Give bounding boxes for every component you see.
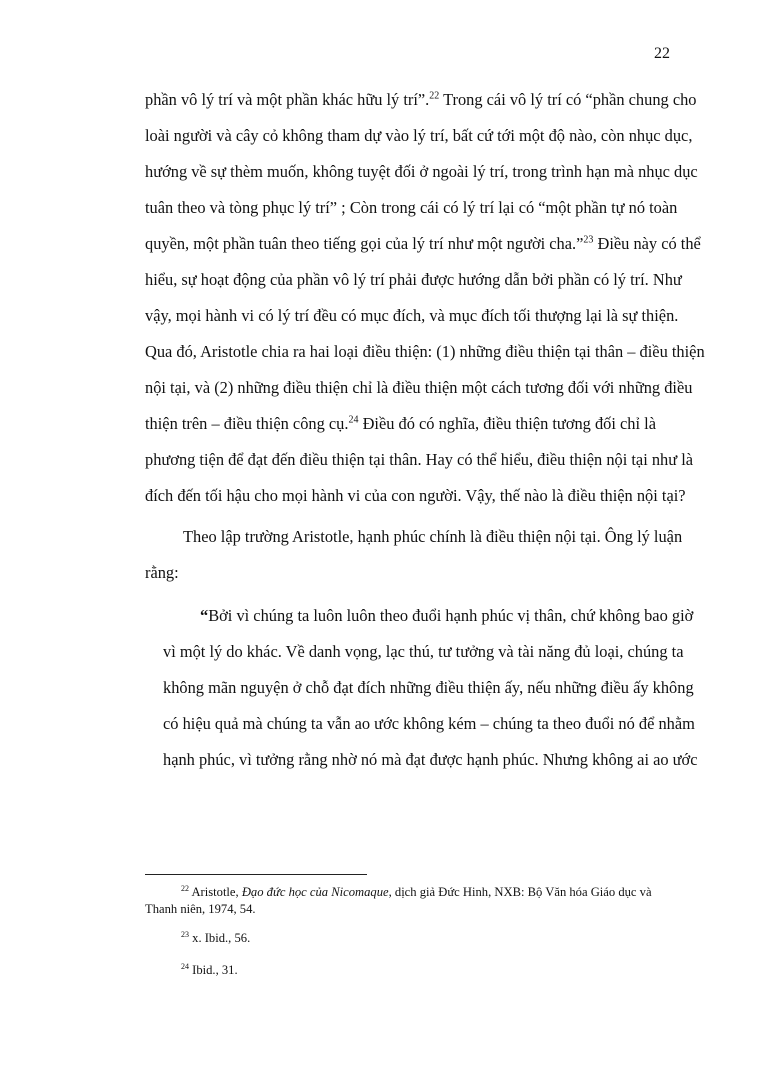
footnote-ref: 22	[429, 90, 440, 102]
footnote-22: $^{22}$ Aristotle, Đạo đức học của Nicomaque, dịch giả Đức Hinh, NXB: Bộ Văn hóa Giáo dục và	[181, 883, 652, 899]
quote-line: có hiệu quả mà chúng ta vẫn ao ước không kém – chúng ta theo đuổi nó để nhằm	[163, 714, 695, 733]
quote-line: hạnh phúc, vì tưởng rằng nhờ nó mà đạt được hạnh phúc. Nhưng không ai ao ước	[163, 750, 698, 769]
text-line: vậy, mọi hành vi có lý trí đều có mục đích, và mục đích tối thượng lại là sự thiện.	[145, 306, 679, 325]
text-line: phương tiện để đạt đến điều thiện tại thân. Hay có thể hiểu, điều thiện nội tại như là	[145, 450, 694, 469]
quote-line: vì một lý do khác. Về danh vọng, lạc thú, tư tưởng và tài năng đủ loại, chúng ta	[163, 642, 684, 661]
text-line: thiện trên – điều thiện công cụ.$^{24}$ Điều đó có nghĩa, điều thiện tương đối chỉ là	[145, 414, 656, 433]
text-line: rằng:	[145, 563, 179, 582]
footnote-23: $^{23}$ x. Ibid., 56.	[181, 929, 251, 945]
footnote-24: $^{24}$ Ibid., 31.	[181, 961, 238, 977]
quote-line: không mãn nguyện ở chỗ đạt đích những điều thiện ấy, nếu những điều ấy không	[163, 678, 694, 697]
text-line: đích đến tối hậu cho mọi hành vi của con người. Vậy, thế nào là điều thiện nội tại?	[145, 486, 686, 505]
text-line: quyền, một phần tuân theo tiếng gọi của lý trí như một người cha.”$^{23}$ Điều này có thể	[145, 234, 701, 253]
text-line: tuân theo và tòng phục lý trí” ; Còn trong cái có lý trí lại có “một phần tự nó toàn	[145, 198, 678, 217]
text-line: hiểu, sự hoạt động của phần vô lý trí phải được hướng dẫn bởi phần có lý trí. Như	[145, 270, 682, 289]
page-number: 22	[654, 45, 670, 62]
quote-open-mark: “	[200, 606, 209, 625]
text-line: loài người và cây cỏ không tham dự vào lý trí, bất cứ tới một độ nào, còn nhục dục,	[145, 126, 693, 145]
footnote-ref: 24	[348, 414, 359, 426]
footnote-22-cont: Thanh niên, 1974, 54.	[145, 902, 256, 916]
footnote-separator	[145, 874, 367, 875]
text-line: Qua đó, Aristotle chia ra hai loại điều thiện: (1) những điều thiện tại thân – điều thiện	[145, 342, 705, 361]
quote-line: “Bởi vì chúng ta luôn luôn theo đuổi hạnh phúc vị thân, chứ không bao giờ	[200, 606, 694, 625]
text-line: nội tại, và (2) những điều thiện chỉ là điều thiện một cách tương đối với những điều	[145, 378, 693, 397]
text-line: hướng về sự thèm muốn, không tuyệt đối ở ngoài lý trí, trong trình hạn mà nhục dục	[145, 162, 698, 181]
footnote-ref: 23	[583, 234, 594, 246]
text-line: phần vô lý trí và một phần khác hữu lý trí”.$^{22}$ Trong cái vô lý trí có “phần chung cho	[145, 90, 697, 109]
text-line: Theo lập trường Aristotle, hạnh phúc chính là điều thiện nội tại. Ông lý luận	[183, 527, 683, 546]
